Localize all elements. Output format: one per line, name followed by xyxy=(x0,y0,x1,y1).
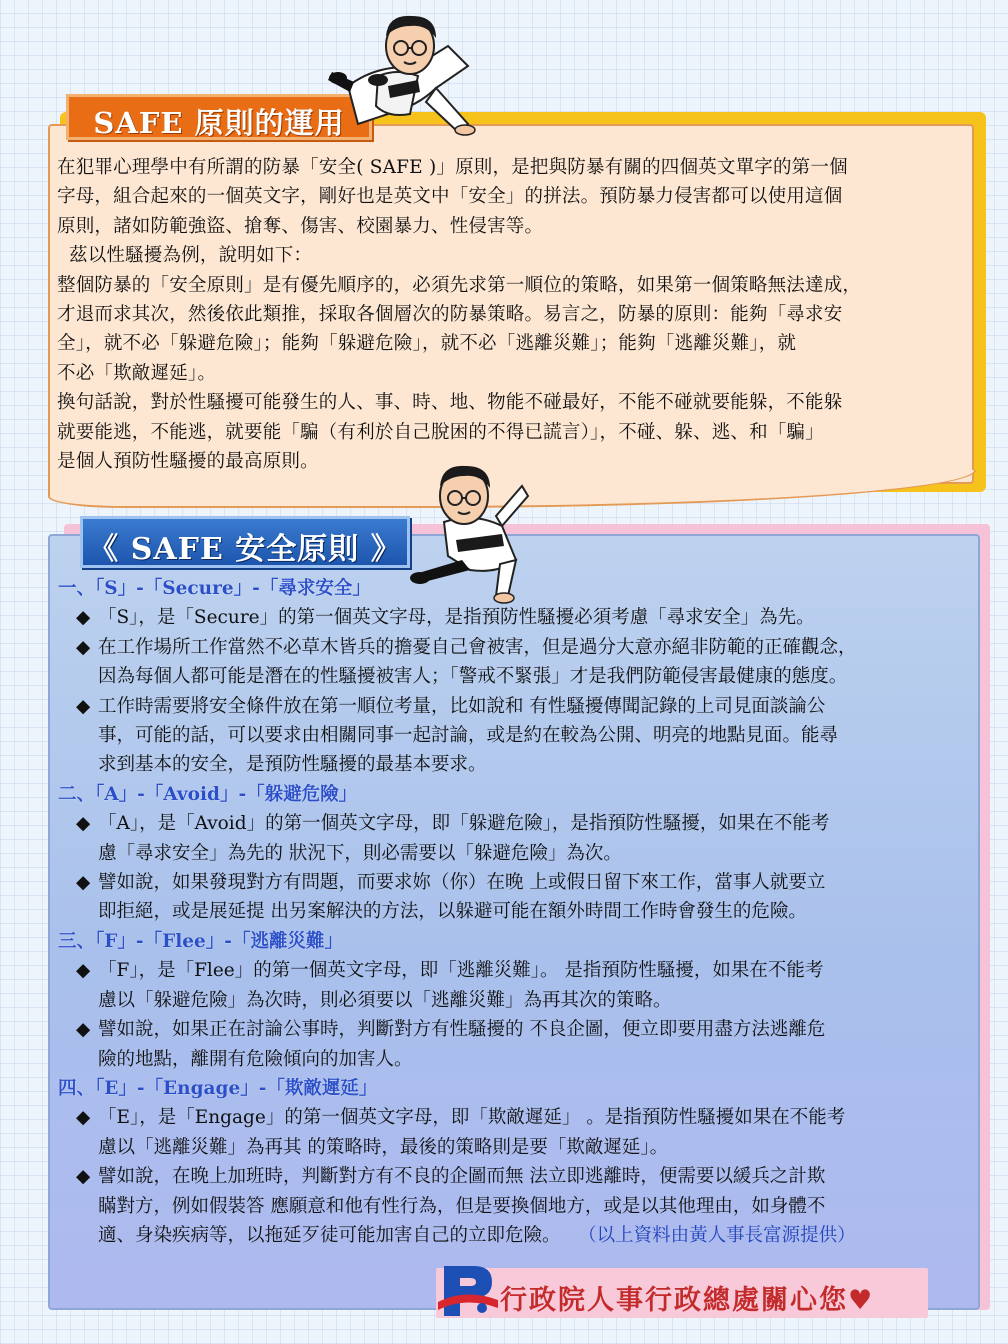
paragraph-line: 字母，組合起來的一個英文字，剛好也是英文中「安全」的拼法。預防暴力侵害都可以使用這個 xyxy=(57,186,843,208)
footer-slogan: 行政院人事行政總處關心您♥ xyxy=(500,1285,875,1316)
paragraph-line: 原則，諸如防範強盜、搶奪、傷害、校園暴力、性侵害等。 xyxy=(57,215,544,237)
martial-arts-figure-illustration xyxy=(318,6,488,136)
diamond-bullet-icon: ◆ xyxy=(76,607,91,629)
diamond-bullet-icon: ◆ xyxy=(76,636,91,658)
bullet-item: ◆ 譬如說，如果正在討論公事時，判斷對方有性騷擾的 不良企圖，便立即要用盡方法逃離危 險的地點，離開有危險傾向的加害人。 xyxy=(58,1015,973,1074)
bullet-item: ◆ 工作時需要將安全條件放在第一順位考量，比如說和 有性騷擾傳聞記錄的上司見面談論公 事，可能的話，可以要求由相關同事一起討論，或是約在較為公開、明亮的地點見面。能尋 求到基本的安全，是預防性騷擾的最基本要求。 xyxy=(58,692,973,780)
section2-title: 《 SAFE 安全原則 》 xyxy=(88,532,402,567)
paragraph-line: 換句話說，對於性騷擾可能發生的人、事、時、地、物能不碰最好，不能不碰就要能躲，不能躲 xyxy=(57,392,843,414)
diamond-bullet-icon: ◆ xyxy=(76,960,91,982)
bullet-item: ◆ 「F」，是「Flee」的第一個英文字母，即「逃離災難」。 是指預防性騷擾，如果在不能考 慮以「躲避危險」為次時，則必須要以「逃離災難」為再其次的策略。 xyxy=(58,956,973,1015)
bullet-item: ◆ 譬如說，如果發現對方有問題，而要求妳（你）在晚 上或假日留下來工作，當事人就要立 即拒絕，或是展延提 出另案解決的方法，以躲避可能在額外時間工作時會發生的危險。 xyxy=(58,868,973,927)
diamond-bullet-icon: ◆ xyxy=(76,1107,91,1129)
personnel-administration-logo-icon xyxy=(436,1258,500,1320)
diamond-bullet-icon: ◆ xyxy=(76,1166,91,1188)
diamond-bullet-icon: ◆ xyxy=(76,1019,91,1041)
paragraph-line: 是個人預防性騷擾的最高原則。 xyxy=(57,451,319,473)
diamond-bullet-icon: ◆ xyxy=(76,695,91,717)
paragraph-line: 就要能逃，不能逃，就要能「騙（有利於自己脫困的不得已謊言）」，不碰、躲、逃、和「騙」 xyxy=(57,421,824,443)
diamond-bullet-icon: ◆ xyxy=(76,872,91,894)
principle-heading-f: 三、「F」-「Flee」-「逃離災難」 xyxy=(58,930,343,952)
paragraph-line: 整個防暴的「安全原則」是有優先順序的，必須先求第一順位的策略，如果第一個策略無法達成， xyxy=(57,274,862,296)
paragraph-line: 全」，就不必「躲避危險」；能夠「躲避危險」，就不必「逃離災難」；能夠「逃離災難」，就 xyxy=(57,333,797,355)
paragraph-line: 不必「欺敵遲延」。 xyxy=(57,362,217,384)
diamond-bullet-icon: ◆ xyxy=(76,813,91,835)
section2-title-banner xyxy=(80,516,410,568)
bullet-item: ◆ 譬如說，在晚上加班時，判斷對方有不良的企圖而無 法立即逃離時，便需要以緩兵之計欺 瞞對方，例如假裝答 應願意和他有性行為，但是要換個地方，或是以其他理由，如身體不 適、身染疾病等，以拖延歹徒可能加害自己的立即危險。 （以上資料由黃人事長富源提供） xyxy=(58,1162,973,1250)
section2-body xyxy=(58,574,973,1250)
section1-body xyxy=(57,153,967,476)
source-credit: （以上資料由黃人事長富源提供） xyxy=(578,1224,856,1246)
bullet-item: ◆ 在工作場所工作當然不必草木皆兵的擔憂自己會被害，但是過分大意亦絕非防範的正確觀念， 因為每個人都可能是潛在的性騷擾被害人；「警戒不緊張」才是我們防範侵害最健康的態度。 xyxy=(58,633,973,692)
principle-heading-s: 一、「S」-「Secure」-「尋求安全」 xyxy=(58,578,371,599)
paragraph-line: 茲以性騷擾為例，說明如下： xyxy=(69,245,313,267)
bullet-item: ◆ 「S」，是「Secure」的第一個英文字母，是指預防性騷擾必須考慮「尋求安全」為先。 xyxy=(58,603,973,632)
paragraph-line: 才退而求其次，然後依此類推，採取各個層次的防暴策略。易言之，防暴的原則：能夠「尋求安 xyxy=(57,304,843,326)
bullet-item: ◆ 「A」，是「Avoid」的第一個英文字母，即「躲避危險」，是指預防性騷擾，如果在不能考 慮「尋求安全」為先的 狀況下，則必需要以「躲避危險」為次。 xyxy=(58,809,973,868)
section1-title: SAFE 原則的運用 xyxy=(93,106,345,140)
principle-heading-e: 四、「E」-「Engage」-「欺敵遲延」 xyxy=(58,1077,378,1099)
principle-heading-a: 二、「A」-「Avoid」-「躲避危險」 xyxy=(58,783,358,805)
paragraph-line: 在犯罪心理學中有所謂的防暴「安全( SAFE )」原則，是把與防暴有關的四個英文單字的第一個 xyxy=(57,157,848,178)
bullet-item: ◆ 「E」，是「Engage」的第一個英文字母，即「欺敵遲延」 。是指預防性騷擾如果在不能考 慮以「逃離災難」為再其 的策略時，最後的策略則是要「欺敵遲延」。 xyxy=(58,1103,973,1162)
